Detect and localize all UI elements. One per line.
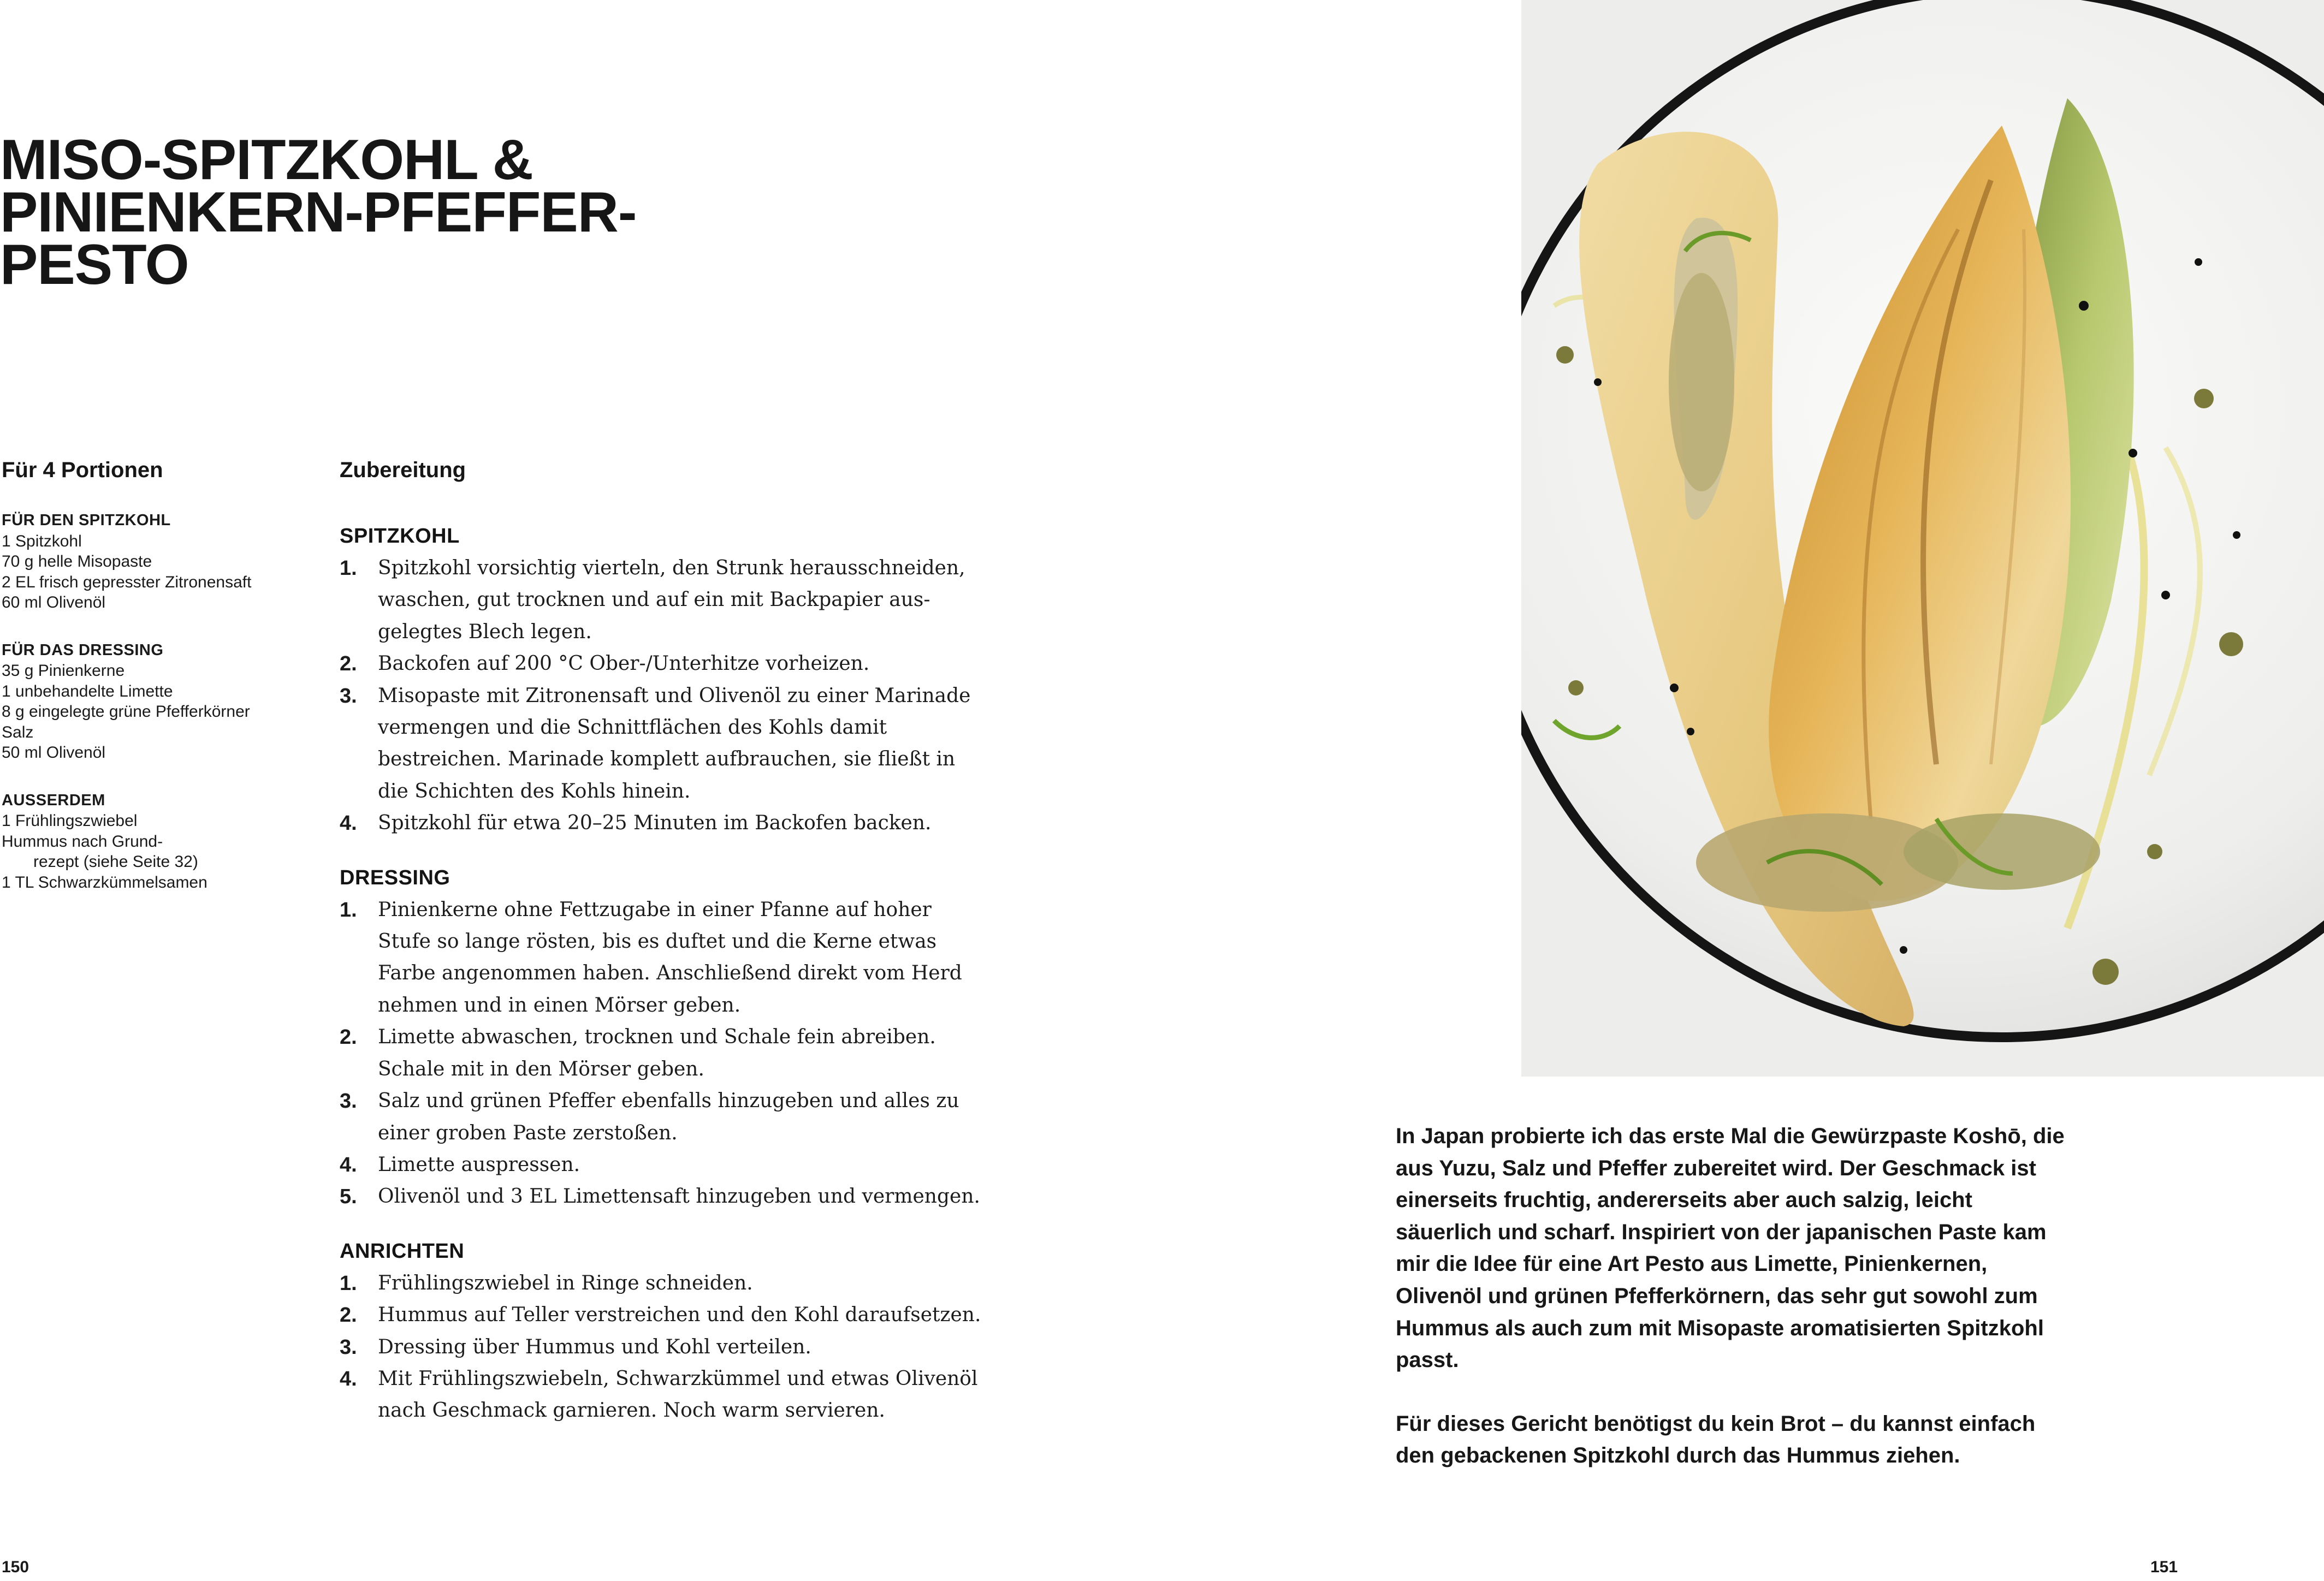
step-text: Olivenöl und 3 EL Limettensaft hinzugeben und vermengen.: [378, 1185, 980, 1208]
ingredient-item: 35 g Pinienkerne: [2, 662, 125, 680]
page-number-right: 151: [2150, 1558, 2178, 1576]
ingredient-item: 1 TL Schwarzkümmelsamen: [2, 873, 208, 891]
step-item: [340, 894, 984, 1022]
section-spitzkohl: [340, 520, 984, 840]
title-line: PESTO: [0, 233, 189, 296]
step-number: 2.: [340, 1304, 357, 1327]
step-item: [340, 1021, 984, 1085]
step-item: [340, 648, 984, 680]
preparation-steps: [340, 520, 984, 1449]
title-line: PINIENKERN-PFEFFER-: [0, 181, 637, 244]
ingredient-item: rezept (siehe Seite 32): [33, 853, 198, 871]
step-number: 1.: [340, 1271, 357, 1295]
step-number: 2.: [340, 1026, 357, 1049]
step-text: Limette auspressen.: [378, 1153, 580, 1176]
section-heading: DRESSING: [340, 866, 450, 889]
step-number: 5.: [340, 1185, 357, 1209]
ingredient-item: Salz: [2, 723, 34, 741]
step-text: Salz und grünen Pfeffer ebenfalls hinzugeben und alles zu einer groben Paste zerstoßen.: [378, 1090, 959, 1144]
step-item: [340, 1268, 984, 1299]
step-list: [340, 1268, 984, 1427]
step-item: [340, 680, 984, 808]
step-item: [340, 552, 984, 648]
ingredient-item: 60 ml Olivenöl: [2, 593, 106, 611]
ingredient-item: 8 g eingelegte grüne Pfefferkörner: [2, 703, 250, 721]
step-number: 4.: [340, 1367, 357, 1390]
step-text: Misopaste mit Zitronensaft und Olivenöl zu einer Marinade vermengen und die Schnittflächen des Kohls damit bestreichen. Marinade komplett aufbrauchen, sie fließt in die Schichten des Kohls hinein.: [378, 684, 971, 803]
ingredient-item: 1 unbehandelte Limette: [2, 682, 173, 700]
step-number: 4.: [340, 812, 357, 835]
step-number: 4.: [340, 1153, 357, 1176]
section-dressing: [340, 861, 984, 1213]
step-item: [340, 1299, 984, 1331]
ingredient-item: 50 ml Olivenöl: [2, 744, 106, 762]
ingredient-item: 70 g helle Misopaste: [2, 552, 152, 570]
section-heading: ANRICHTEN: [340, 1239, 465, 1263]
section-anrichten: [340, 1235, 984, 1427]
step-number: 3.: [340, 1090, 357, 1113]
step-item: [340, 1181, 984, 1213]
intro-paragraph: In Japan probierte ich das erste Mal die Gewürzpaste Koshō, die aus Yuzu, Salz und Pfeffer zubereitet wird. Der Geschmack ist einerseits fruchtig, andererseits aber auch salzig, leicht säuerlich und scharf. Inspiriert von der japanischen Paste kam mir die Idee für eine Art Pesto aus Limette, Pinienkernen, Olivenöl und grünen Pfefferkörnern, das sehr gut sowohl zum Hummus als auch zum mit Misopaste aromatisierten Spitzkohl passt.: [1396, 1124, 2065, 1372]
step-number: 3.: [340, 1335, 357, 1359]
step-list: [340, 552, 984, 840]
step-text: Spitzkohl vorsichtig vierteln, den Strunk herausschneiden, waschen, gut trocknen und auf ein mit Backpapier ausgelegtes Blech legen.: [378, 557, 965, 643]
ingredient-group-ausserdem: [2, 791, 307, 893]
step-text: Dressing über Hummus und Kohl verteilen.: [378, 1335, 811, 1358]
ingredient-group-heading: FÜR DAS DRESSING: [2, 641, 164, 659]
step-item: [340, 1085, 984, 1149]
ingredient-item: Hummus nach Grund-: [2, 832, 163, 851]
step-number: 2.: [340, 652, 357, 676]
step-item: [340, 807, 984, 839]
step-number: 1.: [340, 898, 357, 922]
step-list: [340, 894, 984, 1213]
plate-illustration: [1521, 0, 2324, 1077]
step-text: Mit Frühlingszwiebeln, Schwarzkümmel und etwas Olivenöl nach Geschmack garnieren. Noch warm servieren.: [378, 1367, 978, 1422]
step-text: Backofen auf 200 °C Ober-/Unterhitze vorheizen.: [378, 652, 870, 675]
ingredient-group-dressing: [2, 640, 307, 763]
step-text: Limette abwaschen, trocknen und Schale fein abreiben. Schale mit in den Mörser geben.: [378, 1026, 936, 1080]
ingredient-list: [2, 510, 307, 920]
step-text: Hummus auf Teller verstreichen und den Kohl daraufsetzen.: [378, 1304, 981, 1327]
step-number: 3.: [340, 684, 357, 708]
step-text: Spitzkohl für etwa 20–25 Minuten im Backofen backen.: [378, 812, 932, 835]
ingredient-item: 1 Frühlingszwiebel: [2, 812, 138, 830]
step-text: Frühlingszwiebel in Ringe schneiden.: [378, 1271, 753, 1294]
page-number-left: 150: [2, 1558, 29, 1576]
step-item: [340, 1149, 984, 1181]
step-number: 1.: [340, 557, 357, 580]
ingredient-group-heading: FÜR DEN SPITZKOHL: [2, 512, 171, 529]
step-item: [340, 1363, 984, 1427]
ingredient-item: 1 Spitzkohl: [2, 532, 82, 550]
zubereitung-label: Zubereitung: [340, 458, 466, 482]
step-text: Pinienkerne ohne Fettzugabe in einer Pfanne auf hoher Stufe so lange rösten, bis es duftet und die Kerne etwas Farbe angenommen haben. Anschließend direkt vom Herd nehmen und in einen Mörser geben.: [378, 898, 962, 1017]
ingredient-group-spitzkohl: [2, 510, 307, 613]
intro-paragraph: Für dieses Gericht benötigst du kein Brot – du kannst einfach den gebackenen Spitzkohl durch das Hummus ziehen.: [1396, 1411, 2036, 1468]
recipe-title: [0, 128, 710, 296]
dish-photo: [1521, 0, 2324, 1077]
title-line: MISO-SPITZKOHL &: [0, 128, 533, 192]
step-item: [340, 1332, 984, 1363]
portions-label: Für 4 Portionen: [2, 458, 163, 482]
intro-text: [1396, 1120, 2073, 1503]
ingredient-group-heading: AUSSERDEM: [2, 791, 105, 809]
section-heading: SPITZKOHL: [340, 525, 460, 548]
ingredient-item: 2 EL frisch gepresster Zitronensaft: [2, 573, 252, 591]
